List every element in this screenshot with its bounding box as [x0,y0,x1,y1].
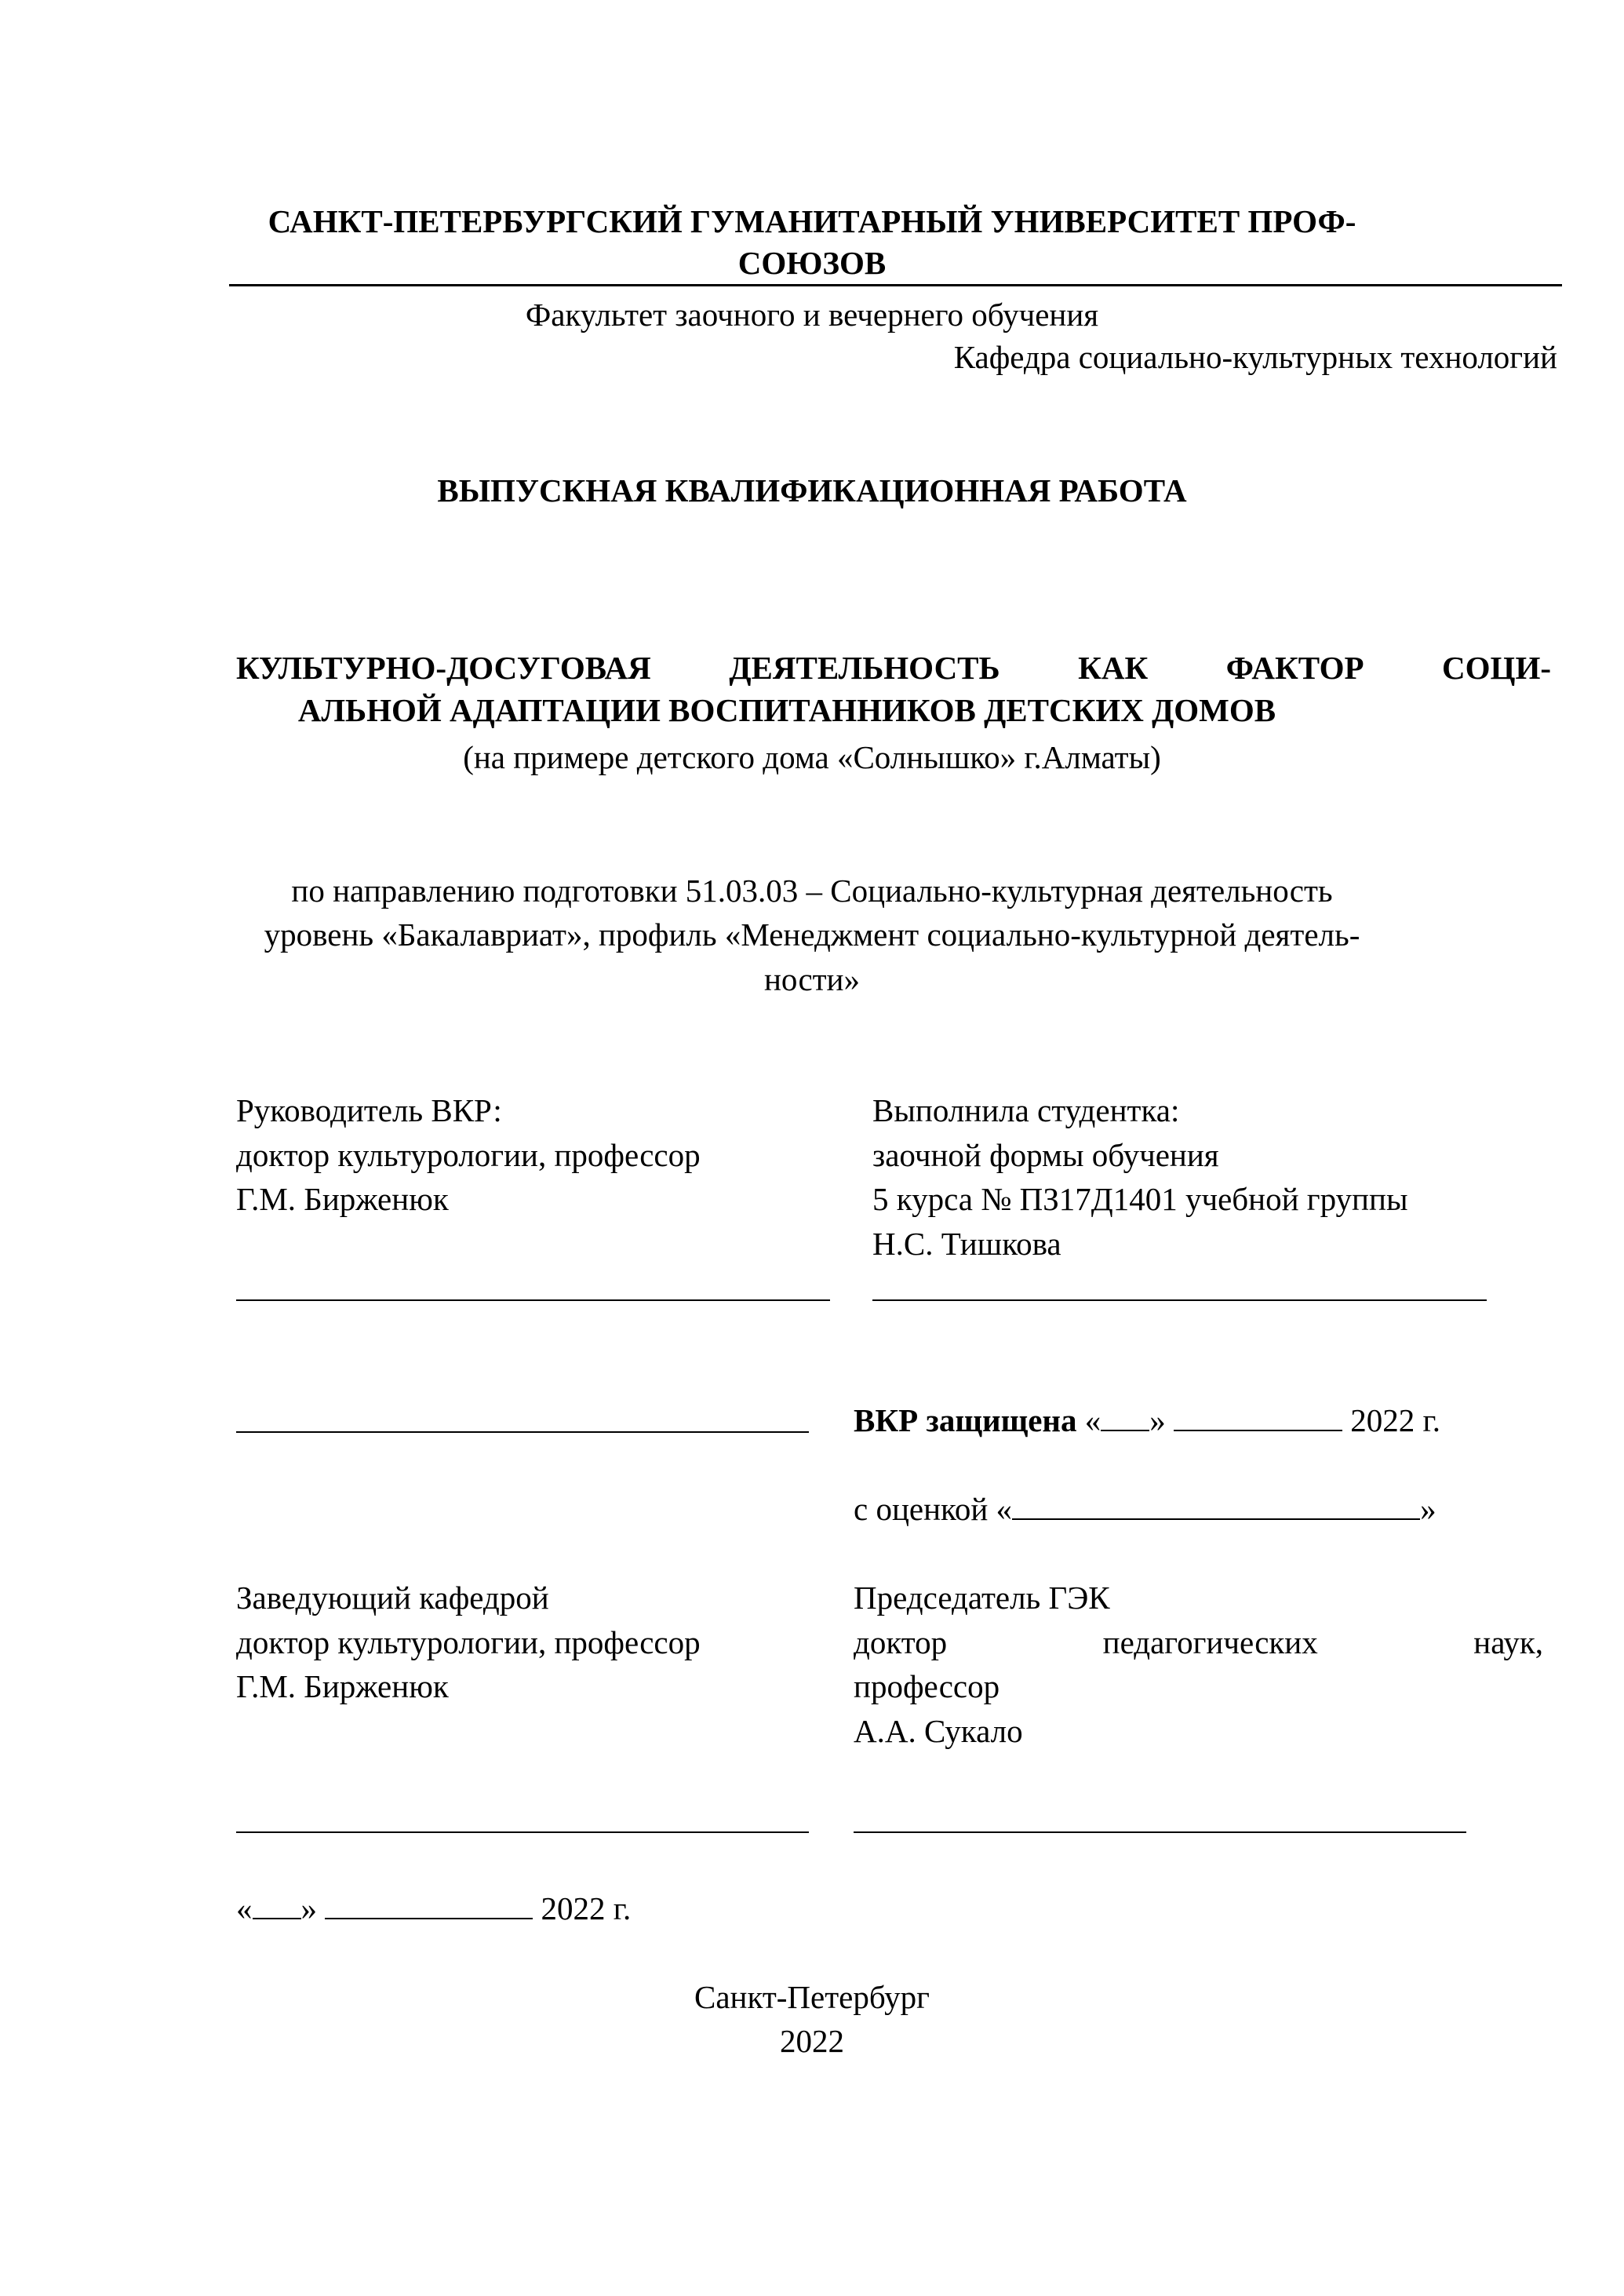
topic-line1: КУЛЬТУРНО-ДОСУГОВАЯ ДЕЯТЕЛЬНОСТЬ КАК ФАКТОР СОЦИ- [236,650,1551,686]
defense-year: 2022 г. [1350,1402,1440,1438]
work-type-heading: ВЫПУСКНАЯ КВАЛИФИКАЦИОННАЯ РАБОТА [437,472,1187,508]
head-name: Г.М. Бирженюк [236,1668,449,1704]
date-close-quote: » [300,1890,317,1926]
defense-line [854,1398,1440,1442]
topic-line2-text: АЛЬНОЙ АДАПТАЦИИ ВОСПИТАННИКОВ ДЕТСКИХ ДОМОВ [297,692,1276,728]
supervisor-label: Руководитель ВКР: [236,1092,502,1128]
footer-year: 2022 [780,2023,844,2059]
topic-subtitle: (на примере детского дома «Солнышко» г.Алматы) [463,739,1161,775]
student-group: 5 курса № ПЗ17Д1401 учебной группы [872,1181,1408,1217]
defense-close-quote: » [1149,1402,1166,1438]
chairman-title-word2: педагогических [1102,1624,1318,1660]
footer-city: Санкт-Петербург [694,1979,930,2015]
supervisor-name: Г.М. Бирженюк [236,1181,449,1217]
defense-bold-label: ВКР защищена [854,1402,1077,1438]
chairman-signature-line [854,1831,1466,1833]
chairman-title-word1: доктор [854,1624,948,1660]
university-name-line1: САНКТ-ПЕТЕРБУРГСКИЙ ГУМАНИТАРНЫЙ УНИВЕРСИТЕТ ПРОФ- [268,203,1356,239]
supervisor-title: доктор культурологии, профессор [236,1137,701,1173]
direction-line2: уровень «Бакалавриат», профиль «Менеджмент социально-культурной деятель- [264,917,1360,953]
chairman-name: А.А. Сукало [854,1713,1023,1749]
student-name: Н.С. Тишкова [872,1226,1061,1262]
grade-label: с оценкой « [854,1491,1013,1527]
grade-blank [1012,1487,1420,1520]
chairman-title-word3: наук, [1473,1624,1543,1660]
direction-line1: по направлению подготовки 51.03.03 – Социально-культурная деятельность [291,873,1333,909]
defense-month-blank [1174,1398,1342,1431]
date-month-blank [325,1886,533,1919]
chairman-label: Председатель ГЭК [854,1580,1110,1616]
department: Кафедра социально-культурных технологий [953,339,1557,375]
student-label: Выполнила студентка: [872,1092,1180,1128]
date-day-blank [253,1886,301,1919]
date-open-quote: « [236,1890,253,1926]
student-signature-line [872,1299,1487,1301]
head-title: доктор культурологии, профессор [236,1624,701,1660]
reviewer-signature-line [236,1431,809,1433]
grade-line [854,1487,1436,1531]
header-rule [229,284,1562,286]
student-form: заочной формы обучения [872,1137,1219,1173]
chairman-title-line2: профессор [854,1668,1000,1704]
head-signature-line [236,1831,809,1833]
date-year: 2022 г. [541,1890,632,1926]
date-line [236,1886,631,1930]
university-name-line2: СОЮЗОВ [737,245,887,281]
chairman-title-line1 [854,1620,1543,1664]
faculty: Факультет заочного и вечернего обучения [525,297,1099,333]
topic-line2 [0,688,1624,732]
supervisor-signature-line [236,1299,830,1301]
defense-day-blank [1101,1398,1149,1431]
grade-close-quote: » [1420,1491,1436,1527]
head-label: Заведующий кафедрой [236,1580,549,1616]
defense-open-quote: « [1084,1402,1101,1438]
direction-line3: ности» [763,961,861,997]
